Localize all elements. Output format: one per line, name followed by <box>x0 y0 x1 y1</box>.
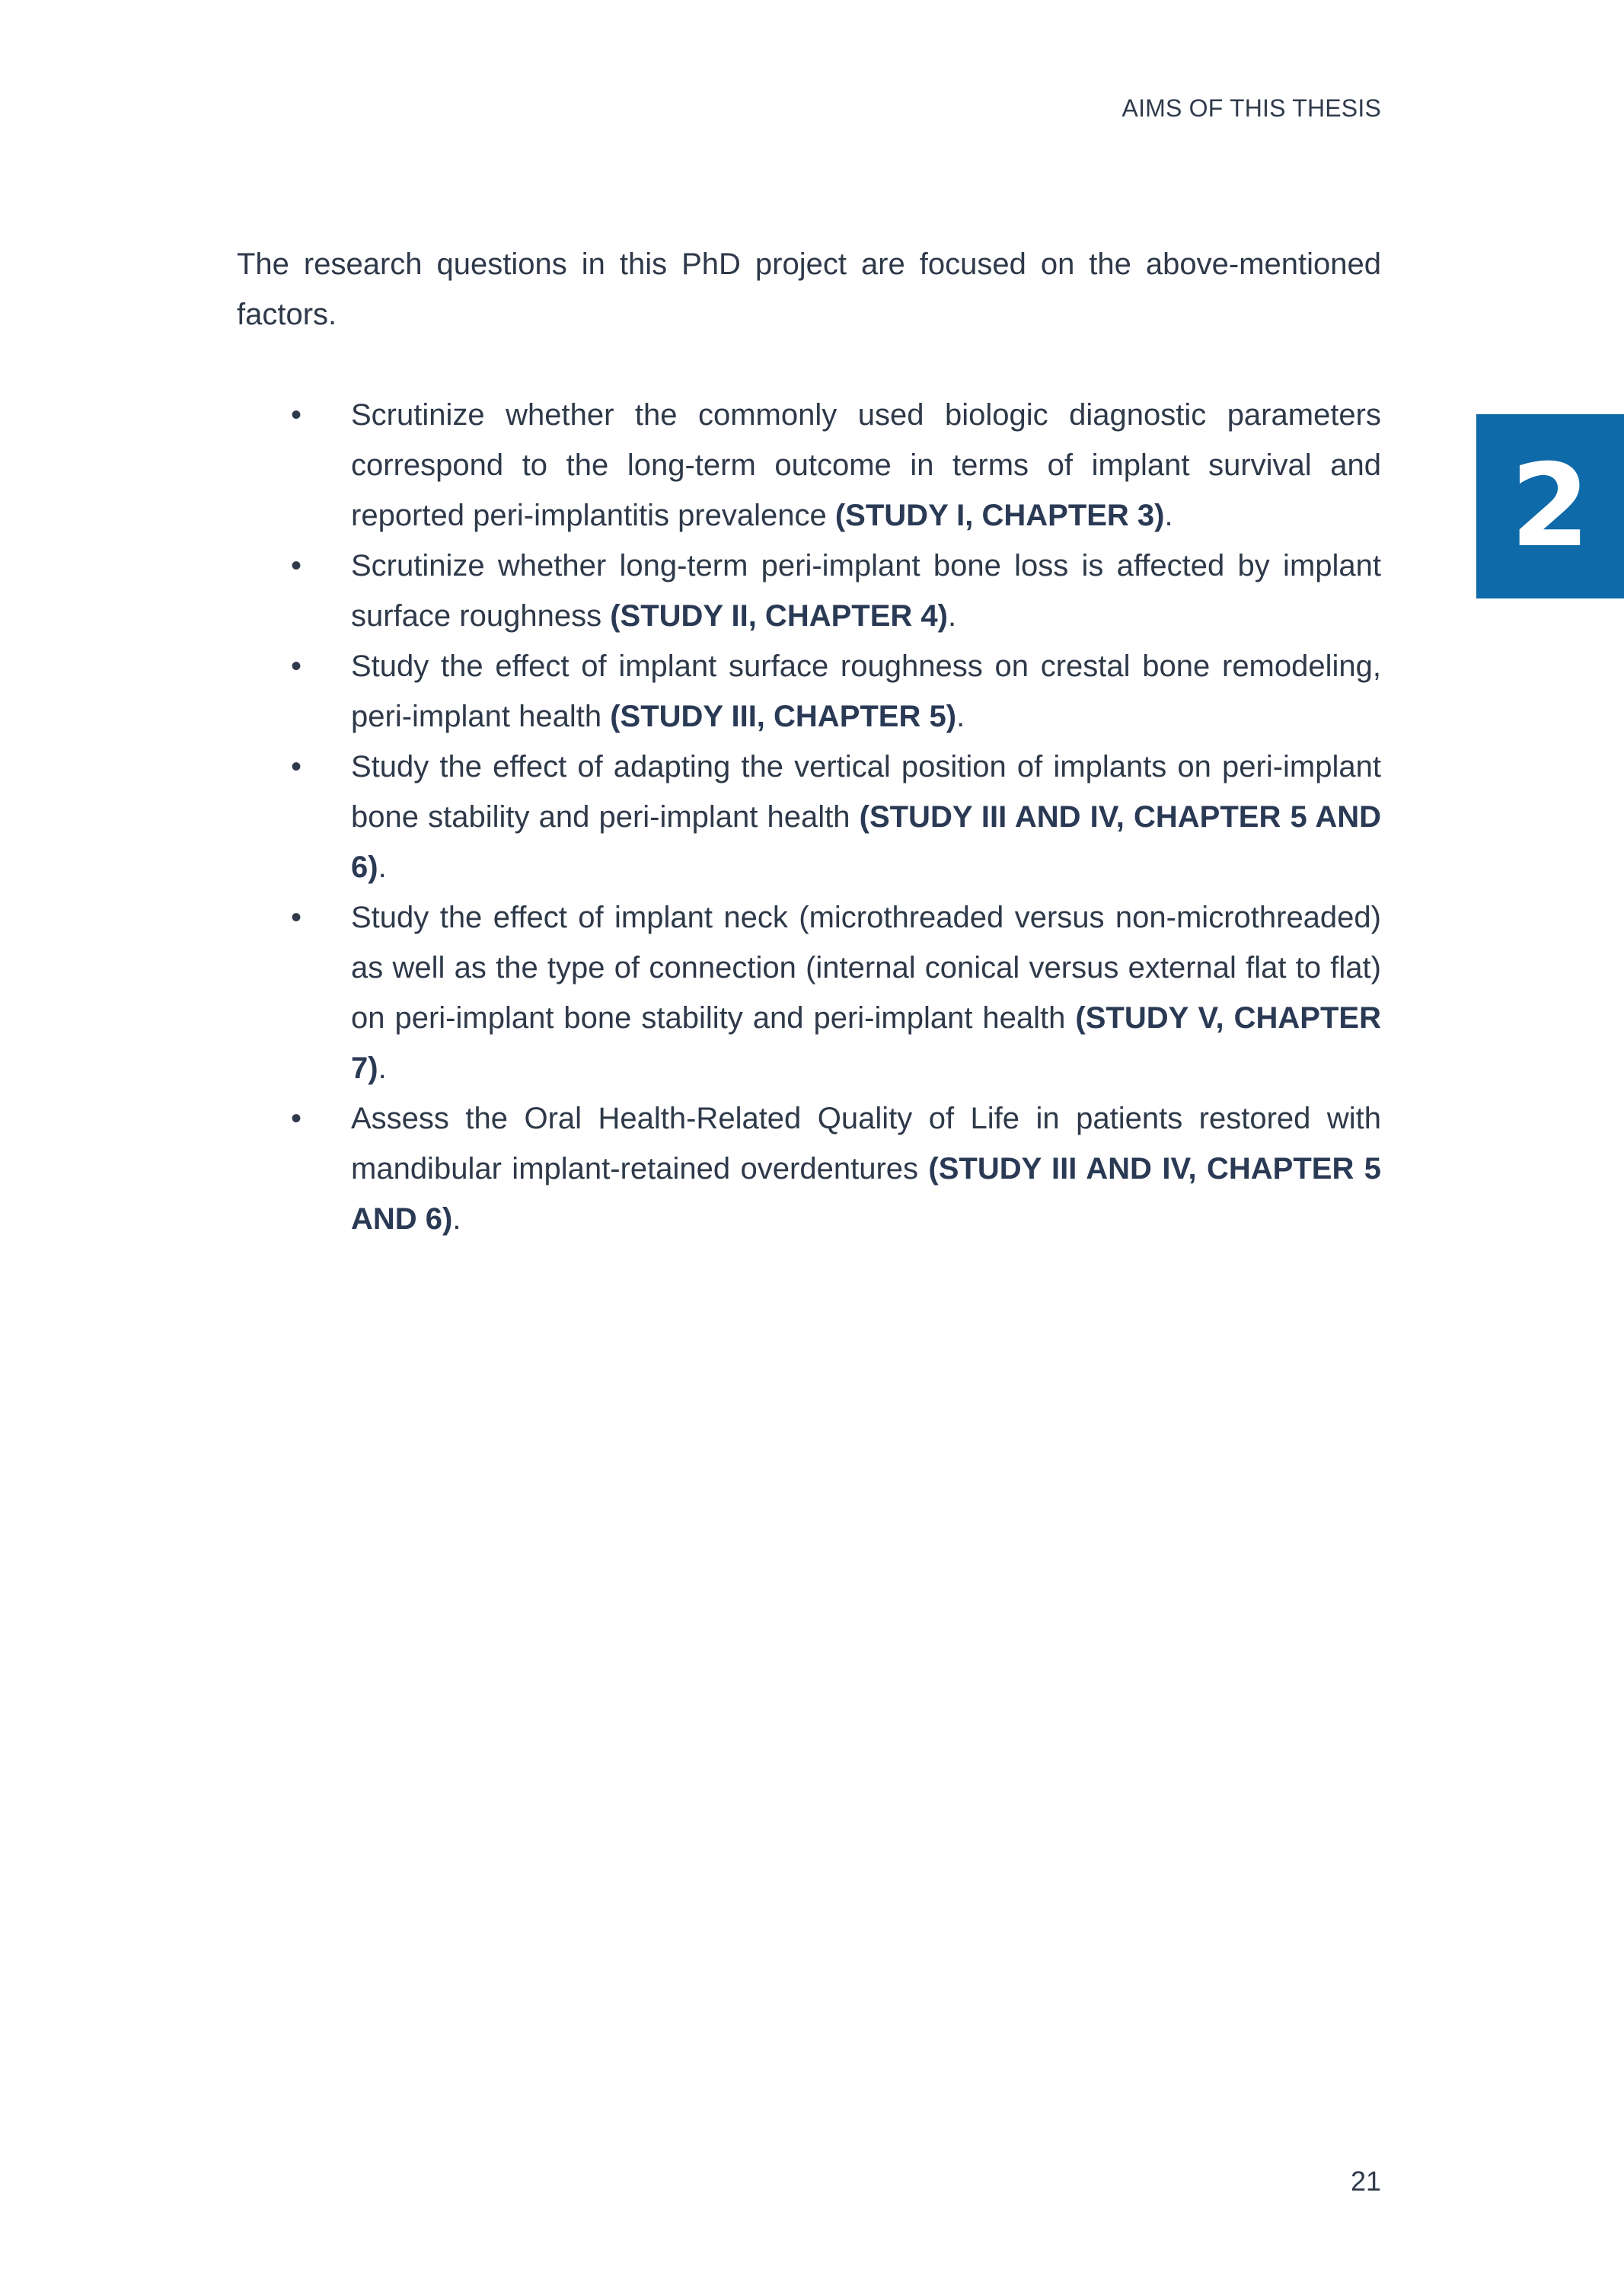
list-item <box>290 541 1381 641</box>
list-item <box>290 892 1381 1093</box>
aim-end: . <box>378 1052 387 1085</box>
aim-end: . <box>1164 499 1173 532</box>
list-item <box>290 390 1381 541</box>
aim-text: Study the effect of adapting the vertical position of implants on peri-implant bone stability and peri-implant health <box>351 750 1381 834</box>
study-reference: (STUDY V, CHAPTER 7) <box>351 1001 1381 1085</box>
study-reference: (STUDY III AND IV, CHAPTER 5 AND 6) <box>351 800 1381 884</box>
bullet-icon: • <box>290 549 302 582</box>
bullet-icon: • <box>290 750 302 783</box>
aim-text: Study the effect of implant surface roughness on crestal bone remodeling, peri-implant health <box>351 649 1381 733</box>
running-header: AIMS OF THIS THESIS <box>1121 94 1381 122</box>
list-item <box>290 742 1381 892</box>
page-number: 21 <box>1350 2165 1381 2197</box>
aim-end: . <box>452 1202 461 1236</box>
study-reference: (STUDY III AND IV, CHAPTER 5 AND 6) <box>351 1152 1381 1236</box>
chapter-number: 2 <box>1510 440 1590 573</box>
aim-end: . <box>956 700 965 733</box>
study-reference: (STUDY III, CHAPTER 5) <box>610 700 957 733</box>
bullet-icon: • <box>290 1102 302 1135</box>
aim-text: Assess the Oral Health-Related Quality of Life in patients restored with mandibular implant-retained overdentures <box>351 1102 1381 1186</box>
aim-text: Study the effect of implant neck (microthreaded versus non-microthreaded) as well as the type of connection (internal conical versus external flat to flat) on peri-implant bone stability and peri-implant health <box>351 901 1381 1035</box>
study-reference: (STUDY I, CHAPTER 3) <box>834 499 1165 532</box>
aims-list <box>237 390 1381 1244</box>
aim-end: . <box>947 599 957 633</box>
aim-text: Scrutinize whether long-term peri-implant bone loss is affected by implant surface roughness <box>351 549 1381 633</box>
list-item <box>290 641 1381 742</box>
list-item <box>290 1093 1381 1244</box>
intro-paragraph: The research questions in this PhD project are focused on the above-mentioned factors. <box>237 247 1381 331</box>
bullet-icon: • <box>290 398 302 432</box>
aim-end: . <box>378 850 387 884</box>
bullet-icon: • <box>290 901 302 934</box>
aim-text: Scrutinize whether the commonly used biologic diagnostic parameters correspond to the long-term outcome in terms of implant survival and reported peri-implantitis prevalence <box>351 398 1381 532</box>
bullet-icon: • <box>290 649 302 683</box>
chapter-tab <box>1476 414 1624 598</box>
study-reference: (STUDY II, CHAPTER 4) <box>610 599 948 633</box>
main-content <box>237 239 1381 1244</box>
